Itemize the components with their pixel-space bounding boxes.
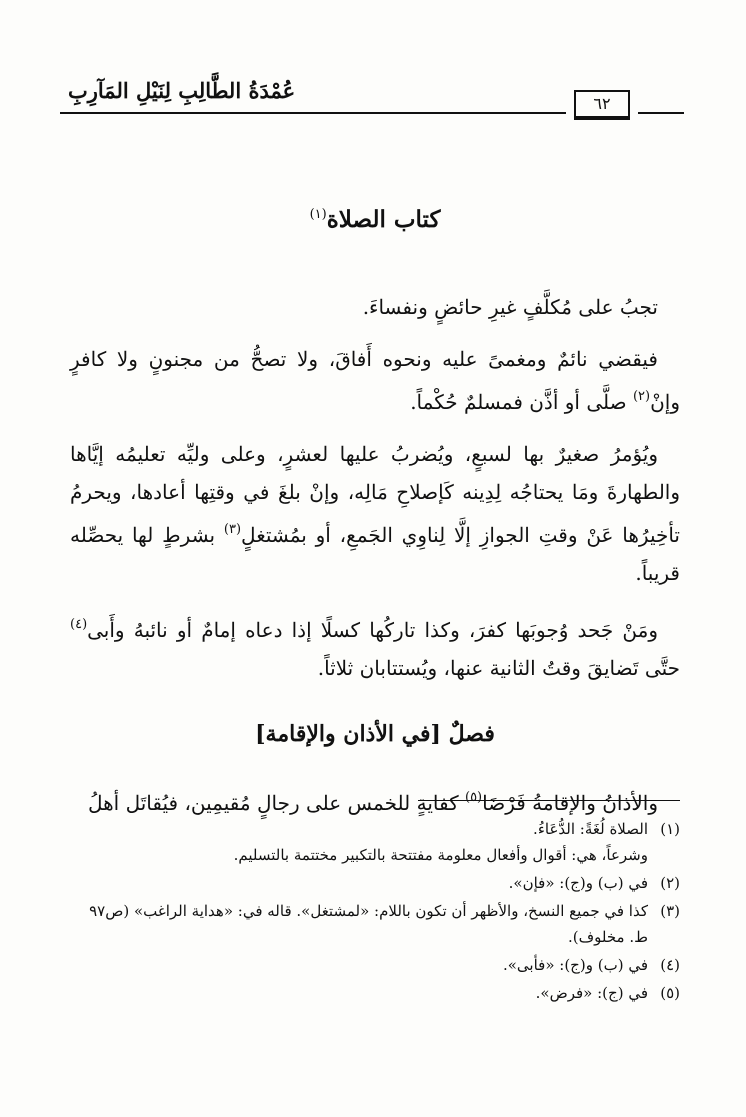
paragraph — [70, 288, 680, 326]
footnote-ref: (٢) — [632, 389, 651, 404]
footnote-text — [66, 816, 648, 868]
main-text — [70, 195, 680, 836]
paragraph-text: والأذانُ والإقامةُ فَرْضَا — [482, 791, 658, 815]
footnote-ref: (٤) — [70, 617, 88, 632]
paragraph-text: ويُؤمرُ صغيرٌ بها لسبعٍ، ويُضربُ عليها لعشرٍ، وعلى وليِّه تعليمُه إيَّاها والطهارةَ ومَا يحتاجُه لِدِينه كَإصلاحِ مَالِه، وإنْ بلغَ في وقتِها أعادها، ويحرمُ تأخِيرُها عَنْ وقتِ الجوازِ إلَّا لِناوِي الجَمعِ، أو بمُشتغلٍ — [70, 442, 680, 547]
running-title: عُمْدَةُ الطَّالِبِ لِنَيْلِ المَآرِبِ — [68, 78, 296, 103]
footnote-text — [66, 898, 648, 950]
paragraph-text: ومَنْ جَحد وُجوبَها كفرَ، وكذا تاركُها كسلًا إذا دعاه إمامٌ أو نائبهُ وأَبى — [87, 618, 658, 642]
section-title: فصلٌ [في الأذان والإقامة] — [255, 721, 495, 747]
footnote-line: الصلاة لُغَةً: الدُّعَاءُ. — [533, 820, 648, 838]
footnote — [66, 980, 680, 1006]
footnote-number: (٤) — [660, 956, 680, 974]
footnote-line: في (ب) و(ج): «فأبى». — [502, 956, 648, 974]
footnote — [66, 816, 680, 868]
footnote — [66, 898, 680, 950]
footnote-rule — [418, 800, 680, 801]
paragraph-text: بشرطٍ لها يحصِّله قريباً. — [70, 523, 680, 585]
footnote-line: وشرعاً، هي: أقوال وأفعال معلومة مفتتحة بالتكبير مختتمة بالتسليم. — [233, 846, 648, 864]
footnote-number: (٥) — [660, 984, 680, 1002]
paragraph — [70, 340, 680, 421]
footnote-text — [66, 980, 648, 1006]
footnote-ref: (١) — [309, 207, 327, 222]
paragraph — [70, 435, 680, 592]
paragraph — [70, 606, 680, 687]
footnote-number: (٢) — [660, 874, 680, 892]
footnotes — [66, 816, 680, 1008]
footnote-line: كذا في جميع النسخ، والأظهر أن تكون باللام: «لمشتغل». قاله في: «هداية الراغب» (ص٩٧ ط. مخلوف). — [89, 902, 648, 946]
footnote — [66, 870, 680, 896]
header-dash — [638, 112, 684, 114]
page-header — [60, 76, 684, 116]
header-rule — [60, 112, 566, 114]
paragraph-text: حتَّى تَضايقَ وقتُ الثانية عنها، ويُستتابان ثلاثاً. — [317, 656, 680, 680]
footnote-number: (٣) — [660, 902, 680, 920]
footnote-line: في (ب) و(ج): «فإن». — [508, 874, 648, 892]
paragraph-text: فيقضي نائمٌ ومغمىً عليه ونحوه أَفاقَ، ولا تصحُّ من مجنونٍ ولا كافرٍ وإنْ — [70, 347, 680, 414]
paragraph-text: تجبُ على مُكلَّفٍ غيرِ حائضٍ ونفساءَ. — [362, 295, 658, 319]
footnote-text — [66, 952, 648, 978]
page-number: ٦٢ — [574, 90, 630, 120]
footnote-line: في (ج): «فرض». — [535, 984, 648, 1002]
footnote-ref: (٥) — [464, 790, 483, 805]
paragraph-text: كفايةٍ للخمس على رجالٍ مُقيمِين، فيُقاتَل أهلُ — [87, 791, 465, 815]
chapter-title — [70, 195, 680, 240]
footnote — [66, 952, 680, 978]
footnote-number: (١) — [660, 820, 680, 838]
chapter-title-text: كتاب الصلاة — [326, 206, 441, 233]
paragraph-text: صلَّى أو أذَّن فمسلمٌ حُكْماً. — [410, 390, 633, 414]
footnote-text — [66, 870, 648, 896]
footnote-ref: (٣) — [223, 522, 242, 537]
